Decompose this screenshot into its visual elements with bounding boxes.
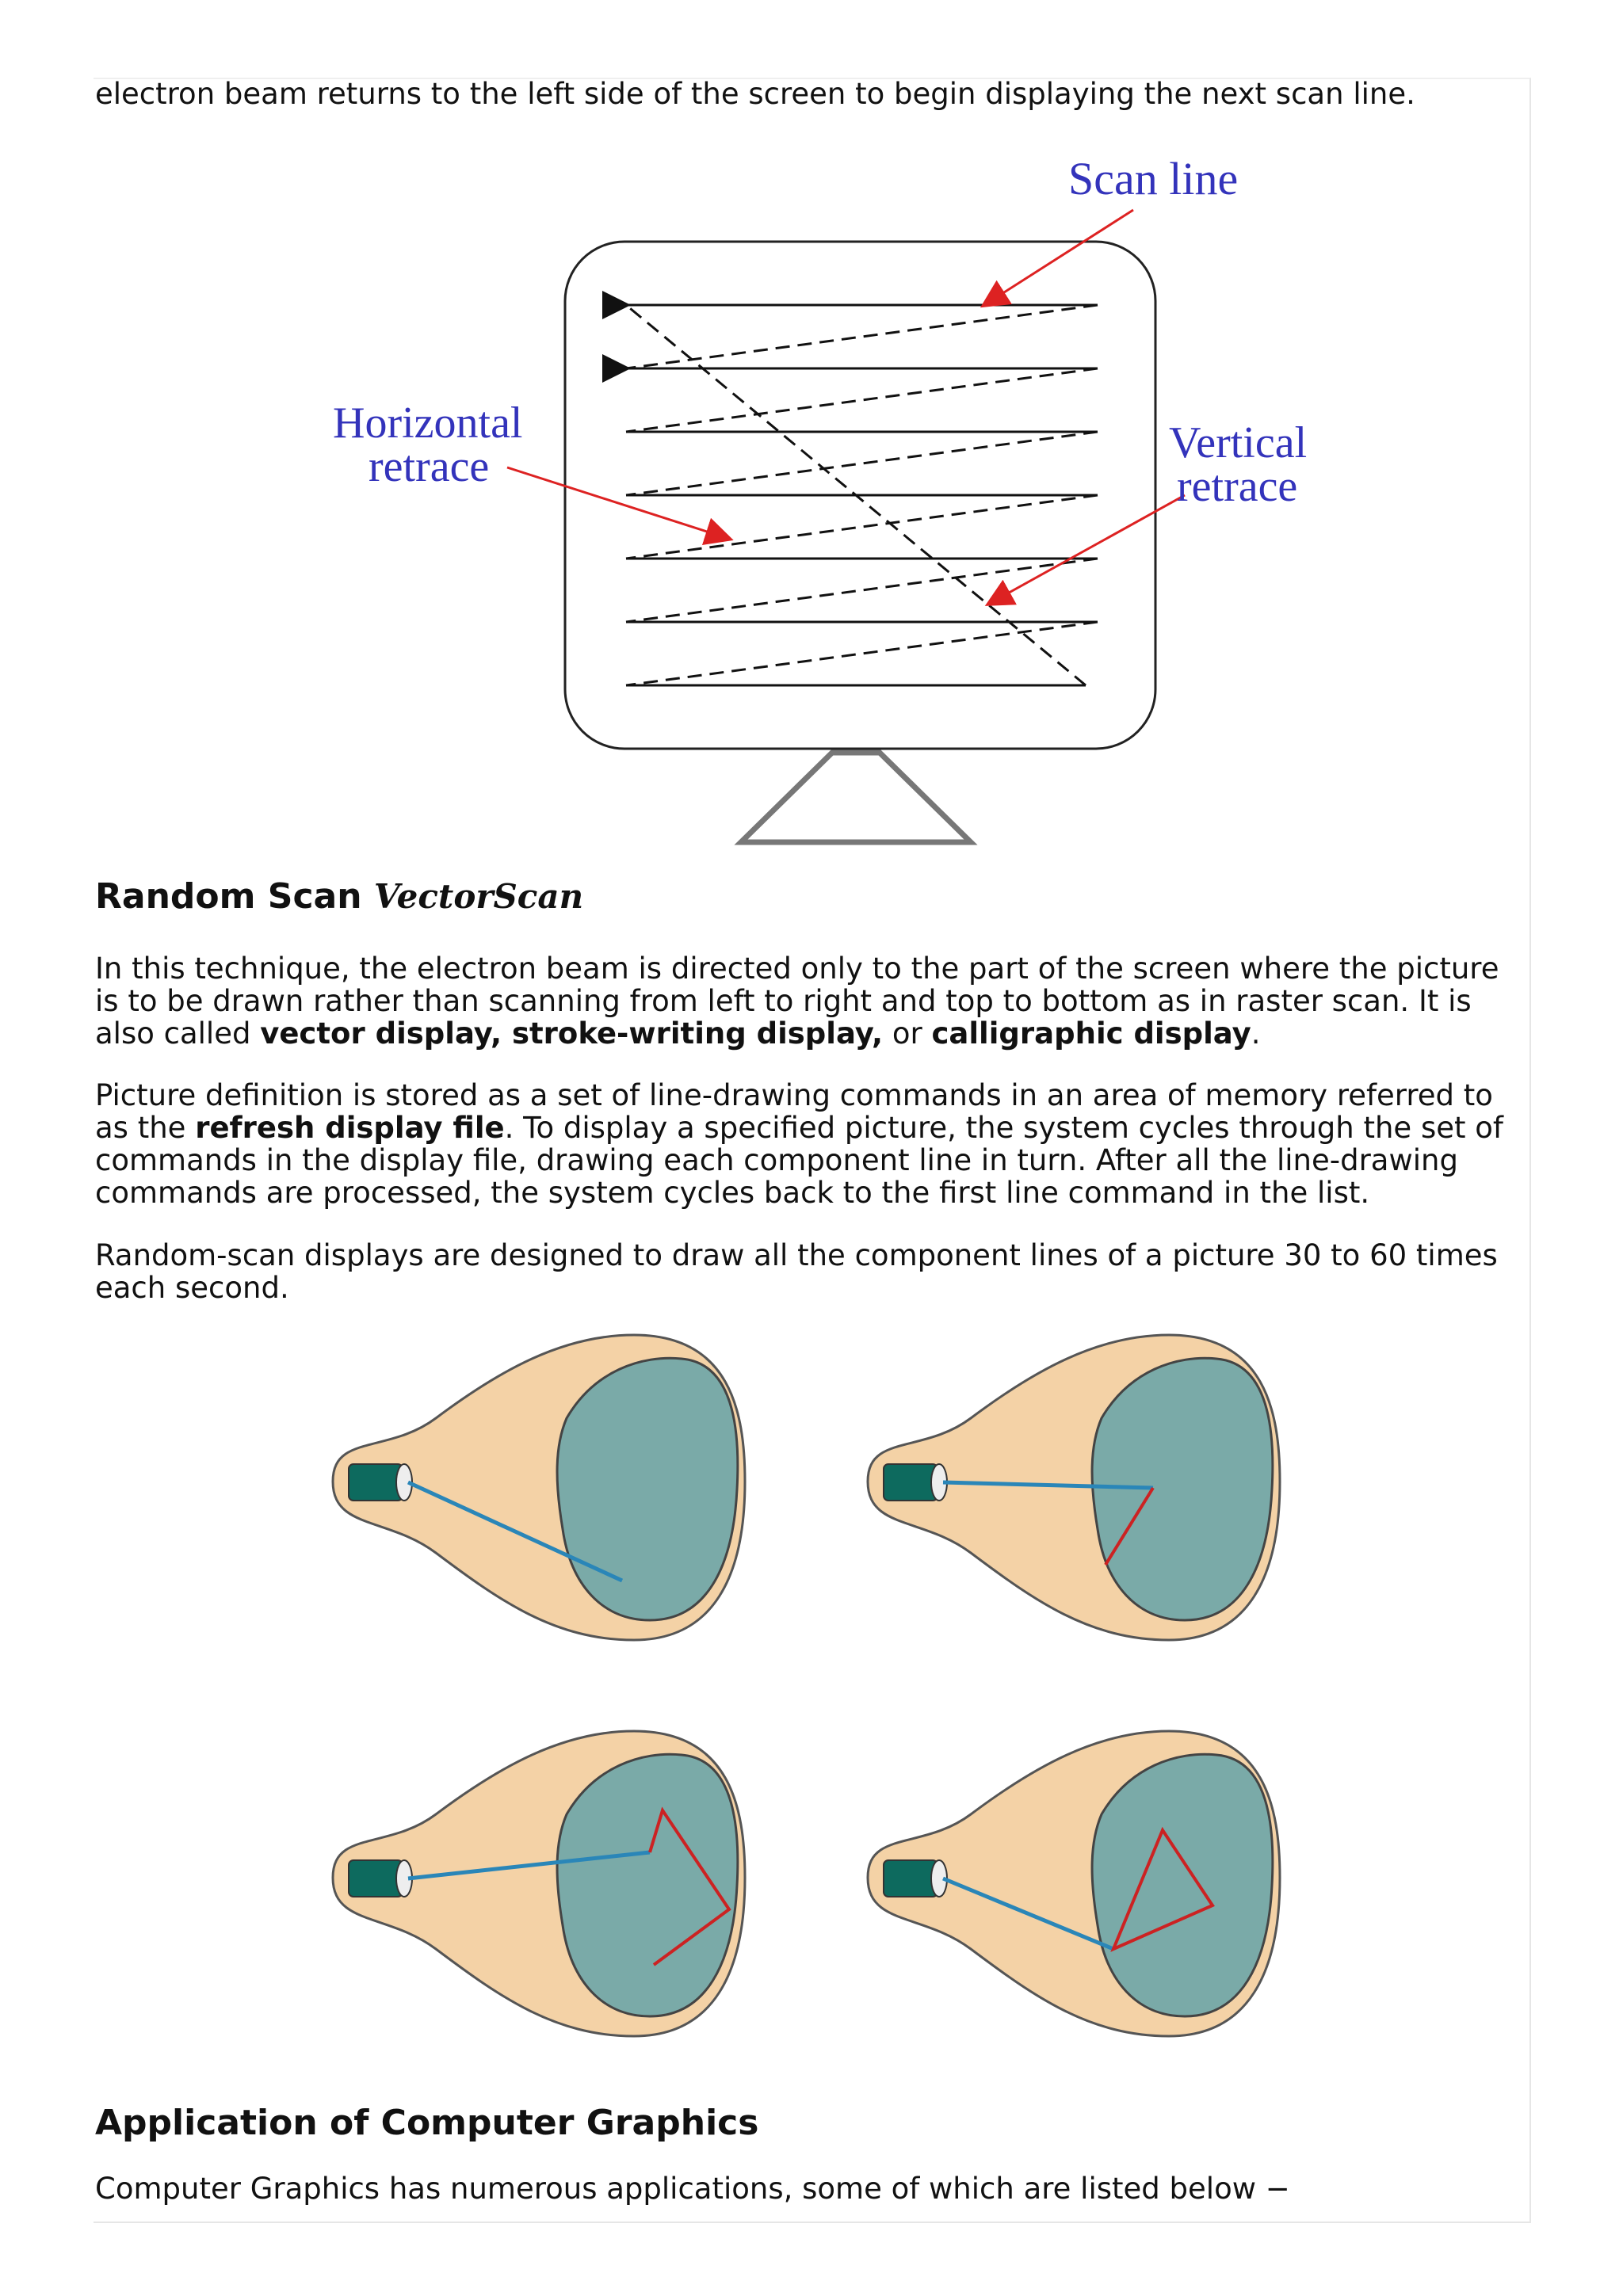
- raster-scan-figure: [317, 151, 1347, 856]
- crt-panel-4: [868, 1731, 1280, 2036]
- intro-tail-text: electron beam returns to the left side of the screen to begin displaying the next scan line.: [95, 77, 1415, 111]
- monitor-stand: [741, 753, 971, 842]
- random-scan-paragraph-1: In this technique, the electron beam is directed only to the part of the screen where the picture is to be drawn rather than scanning from left to right and top to bottom as in raster scan. It is also called vector display, stroke-writing display, or calligraphic display.: [95, 952, 1499, 1051]
- label-horizontal-line1: Horizontal: [333, 399, 523, 448]
- heading-random-scan: Random Scan VectorScan: [95, 876, 584, 917]
- crt-panel-1: [333, 1335, 745, 1640]
- label-horizontal-line2: retrace: [369, 442, 490, 491]
- heading-applications: Application of Computer Graphics: [95, 2103, 759, 2143]
- label-vertical-line1: Vertical: [1169, 418, 1308, 467]
- applications-intro: Computer Graphics has numerous applications, some of which are listed below −: [95, 2172, 1290, 2206]
- crt-panel-2: [868, 1335, 1280, 1640]
- crt-panel-3: [333, 1731, 745, 2036]
- random-scan-paragraph-3: Random-scan displays are designed to draw all the component lines of a picture 30 to 60 times each second.: [95, 1238, 1498, 1305]
- crt-vector-scan-figure: [301, 1315, 1363, 2092]
- label-vertical-line2: retrace: [1177, 462, 1298, 511]
- random-scan-paragraph-2: Picture definition is stored as a set of line-drawing commands in an area of memory referred to as the refresh display file. To display a specified picture, the system cycles through the set of commands in the display file, drawing each component line in turn. After all the line-drawing commands are processed, the system cycles back to the first line command in the list.: [95, 1078, 1503, 1210]
- label-scan-line: Scan line: [1068, 153, 1239, 204]
